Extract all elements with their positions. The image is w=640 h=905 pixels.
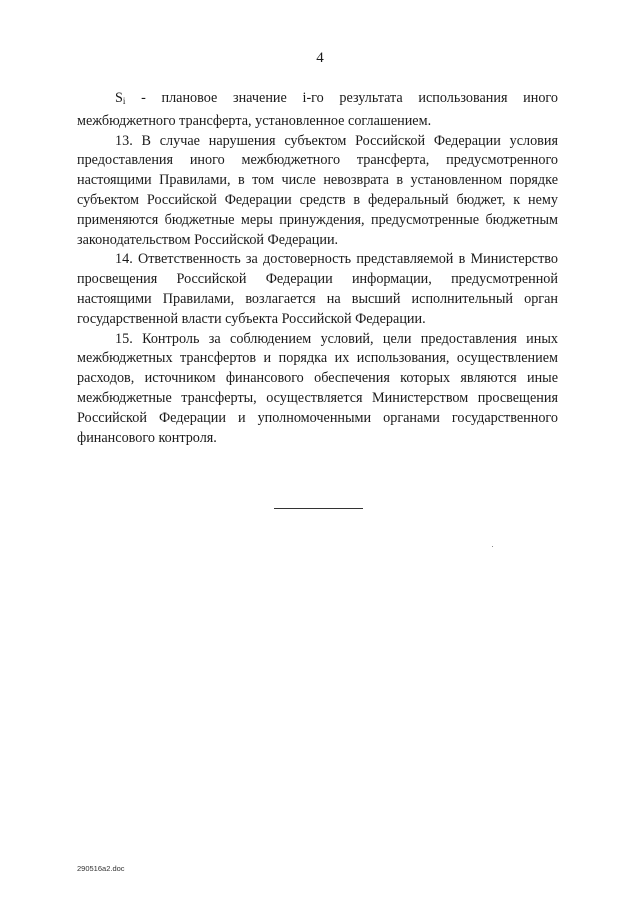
end-of-document-rule: [274, 508, 363, 509]
scan-speck: [492, 546, 493, 547]
file-name: 290516a2.doc: [77, 864, 125, 873]
page-number: 4: [316, 50, 324, 66]
symbol: S: [115, 90, 123, 106]
symbol-subscript: i: [122, 96, 126, 106]
paragraph-13: 13. В случае нарушения субъектом Российской Федерации условия предоставления иного межбюджетного трансферта, предусмотренного настоящими Правилами, в том числе невозврата в установленном порядке субъектом Российской Федерации средств в федеральный бюджет, к нему применяются бюджетные меры принуждения, предусмотренные бюджетным законодательством Российской Федерации.: [77, 132, 558, 248]
paragraph-15: 15. Контроль за соблюдением условий, цели предоставления иных межбюджетных трансфертов и порядка их использования, осуществлением расходов, источником финансового обеспечения которых являются иные межбюджетные трансферты, осуществляется Министерством просвещения Российской Федерации и уполномоченными органами государственного финансового контроля.: [77, 330, 558, 446]
definition-text: - плановое значение i-го результата использования иного межбюджетного трансферта, установленное соглашением.: [77, 90, 558, 129]
document-body: [77, 89, 558, 448]
definition-paragraph: [77, 89, 558, 132]
paragraph-14: 14. Ответственность за достоверность представляемой в Министерство просвещения Российской Федерации информации, предусмотренной настоящими Правилами, возлагается на высший исполнительный орган государственной власти субъекта Российской Федерации.: [77, 251, 558, 327]
